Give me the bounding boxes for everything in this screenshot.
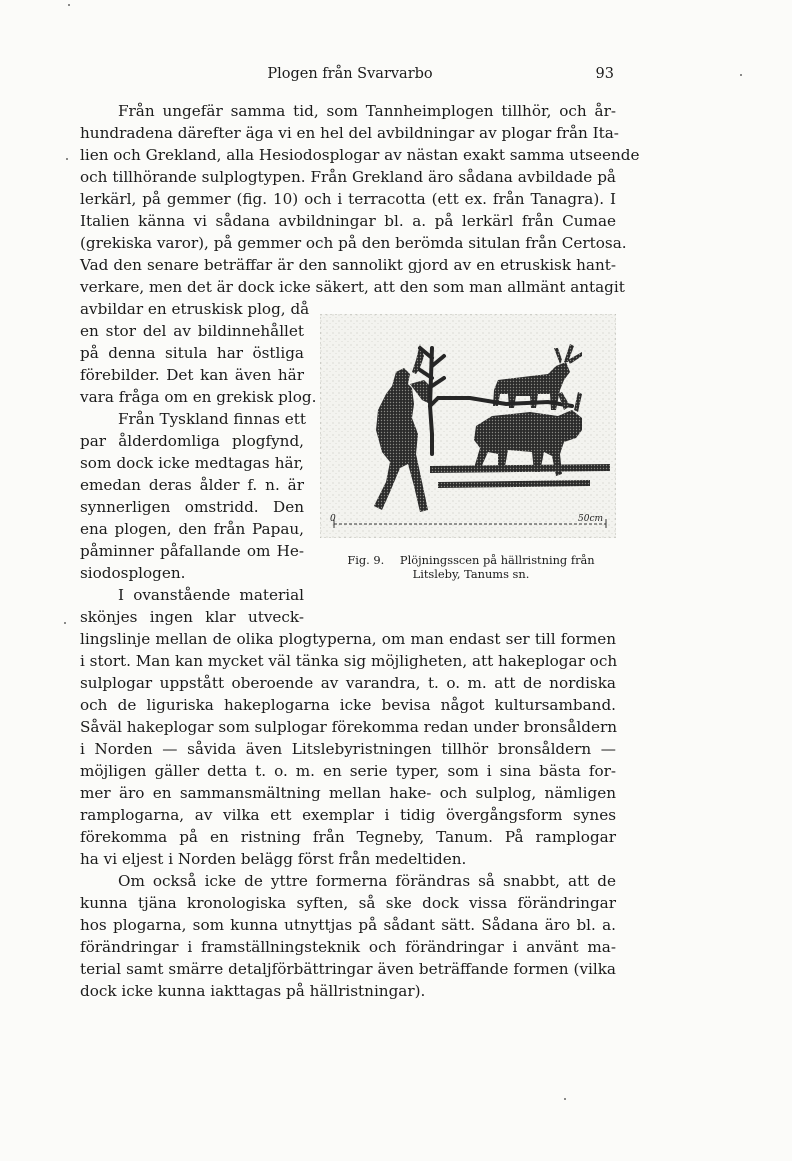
text-line: Vad den senare beträffar är den sannolikt gjord av en etruskisk hant- <box>80 256 616 274</box>
text-line: påminner påfallande om He- <box>80 542 304 560</box>
scale-end-label: 50cm <box>578 514 604 524</box>
text-line: Om också icke de yttre formerna förändras så snabbt, att de <box>118 872 616 890</box>
text-line: förebilder. Det kan även här <box>80 366 304 384</box>
text-line: Från Tyskland finnas ett <box>118 410 306 428</box>
running-title: Plogen från Svarvarbo <box>267 66 433 82</box>
text-line: i stort. Man kan mycket väl tänka sig möjligheten, att hakeplogar och <box>80 652 618 670</box>
text-line: skönjes ingen klar utveck- <box>80 608 304 626</box>
text-line: som dock icke medtagas här, <box>80 454 304 472</box>
page-header <box>80 66 620 90</box>
figure-caption <box>326 553 616 581</box>
text-line: ramplogarna, av vilka ett exemplar i tidig övergångsform synes <box>80 806 616 824</box>
text-line: lien och Grekland, alla Hesiodosplogar av nästan exakt samma utseende <box>80 146 640 164</box>
text-line: Såväl hakeplogar som sulplogar förekomma redan under bronsåldern <box>80 718 617 736</box>
text-line: förekomma på en ristning från Tegneby, Tanum. På ramplogar <box>80 828 616 846</box>
scan-speck <box>740 74 742 76</box>
text-line: verkare, men det är dock icke säkert, att den som man allmänt antagit <box>80 278 625 296</box>
text-line: ena plogen, den från Papau, <box>80 520 304 538</box>
text-line: och tillhörande sulplogtypen. Från Grekland äro sådana avbildade på <box>80 168 616 186</box>
text-line: i Norden — såvida även Litslebyristningen tillhör bronsåldern — <box>80 740 616 758</box>
text-line: mer äro en sammansmältning mellan hake- och sulplog, nämligen <box>80 784 616 802</box>
text-line: avbildar en etruskisk plog, då <box>80 300 310 318</box>
text-line: emedan deras ålder f. n. är <box>80 476 304 494</box>
text-line: en stor del av bildinnehållet <box>80 322 304 340</box>
text-line: hos plogarna, som kunna utnyttjas på sådant sätt. Sådana äro bl. a. <box>80 916 616 934</box>
text-line: möjligen gäller detta t. o. m. en serie typer, som i sina bästa for- <box>80 762 616 780</box>
text-line: kunna tjäna kronologiska syften, så ske dock vissa förändringar <box>80 894 616 912</box>
rock-carving-illustration <box>320 314 616 538</box>
text-line: vara fråga om en grekisk plog. <box>80 388 317 406</box>
scan-speck <box>564 1098 566 1100</box>
text-line: sulplogar uppstått oberoende av varandra, t. o. m. att de nordiska <box>80 674 616 692</box>
text-line: I ovanstående material <box>118 586 304 604</box>
text-line: dock icke kunna iakttagas på hällristningar). <box>80 982 426 1000</box>
scan-speck <box>68 4 70 6</box>
text-line: och de liguriska hakeplogarna icke bevisa något kultursamband. <box>80 696 616 714</box>
figure-label: Fig. 9. <box>347 553 385 567</box>
scan-speck <box>66 158 68 160</box>
text-line: på denna situla har östliga <box>80 344 304 362</box>
text-line: lerkärl, på gemmer (fig. 10) och i terracotta (ett ex. från Tanagra). I <box>80 190 616 208</box>
scale-start-label: 0 <box>330 514 336 524</box>
rock-carving-figure <box>320 314 616 538</box>
page-number: 93 <box>595 66 614 82</box>
caption-line-1: Plöjningsscen på hällristning från <box>399 553 595 567</box>
text-line: Från ungefär samma tid, som Tannheimplogen tillhör, och år- <box>118 102 616 120</box>
text-line: lingslinje mellan de olika plogtyperna, om man endast ser till formen <box>80 630 616 648</box>
text-line: hundradena därefter äga vi en hel del avbildningar av plogar från Ita- <box>80 124 619 142</box>
text-line: Italien känna vi sådana avbildningar bl. a. på lerkärl från Cumae <box>80 212 616 230</box>
text-line: ha vi eljest i Norden belägg först från medeltiden. <box>80 850 467 868</box>
text-line: synnerligen omstridd. Den <box>80 498 304 516</box>
text-line: par ålderdomliga plogfynd, <box>80 432 304 450</box>
text-line: terial samt smärre detaljförbättringar även beträffande formen (vilka <box>80 960 616 978</box>
text-line: (grekiska varor), på gemmer och på den berömda situlan från Certosa. <box>80 234 627 252</box>
text-line: förändringar i framställningsteknik och förändringar i använt ma- <box>80 938 616 956</box>
text-line: siodosplogen. <box>80 564 186 582</box>
scan-speck <box>64 622 66 624</box>
caption-line-2: Litsleby, Tanums sn. <box>412 567 530 581</box>
